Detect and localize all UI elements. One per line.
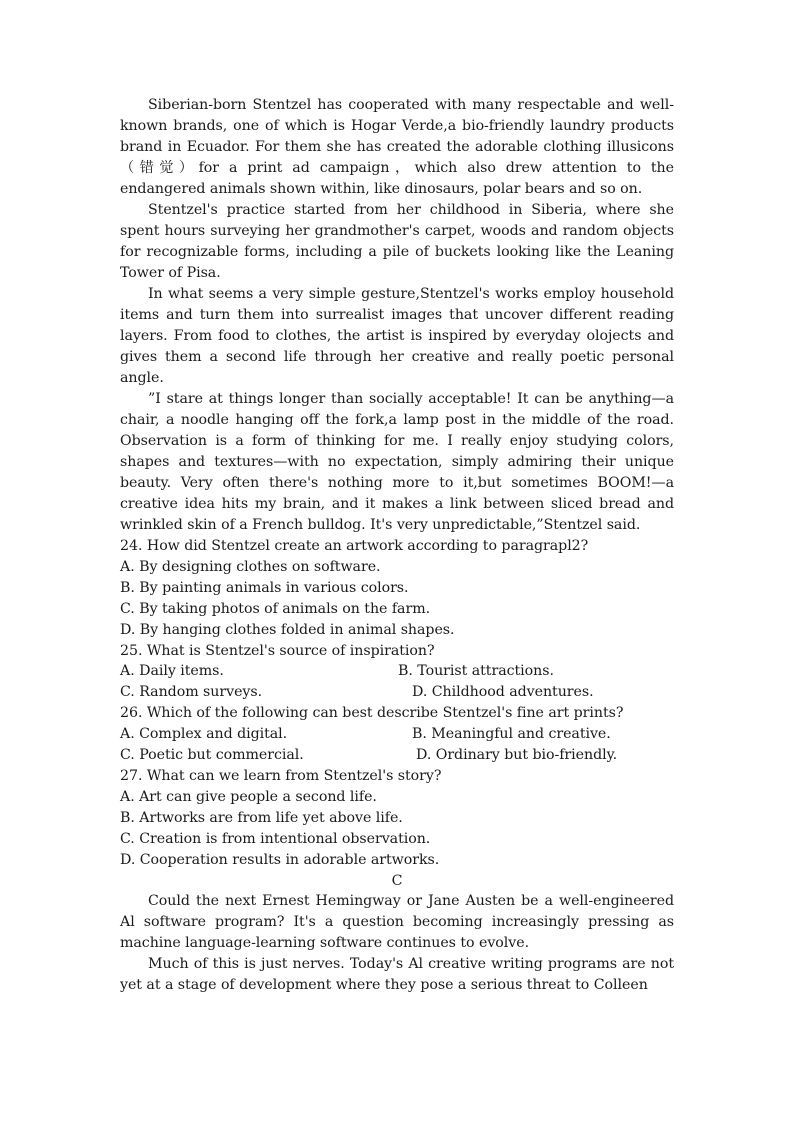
option-c: C. Poetic but commercial.	[120, 747, 304, 764]
option-b: B. Tourist attractions.	[398, 663, 554, 680]
options-row-2	[120, 682, 674, 703]
question-stem: 27. What can we learn from Stentzel's story?	[120, 767, 442, 784]
passage-b-paragraph-1: Siberian-born Stentzel has cooperated with many respectable and well-known brands, one of which is Hogar Verde,a bio-friendly laundry products brand in Ecuador. For them she has created the adorable clothing illusicons（错觉）for a print ad campaign，which also drew attention to the endangered animals shown within, like dinosaurs, polar bears and so on.	[120, 97, 674, 197]
options-row-2	[120, 745, 674, 766]
option-a: A. By designing clothes on software.	[120, 558, 381, 575]
passage-c-paragraph-1: Could the next Ernest Hemingway or Jane Austen be a well-engineered Al software program? It's a question becoming increasingly pressing as machine language-learning software continues to evolve.	[120, 893, 674, 952]
question-25	[120, 641, 674, 704]
option-c: C. Random surveys.	[120, 684, 263, 701]
option-a: A. Art can give people a second life.	[120, 788, 377, 805]
option-a: A. Complex and digital.	[120, 726, 288, 743]
question-27	[120, 766, 674, 871]
option-b: B. By painting animals in various colors.	[120, 579, 409, 596]
option-b: B. Artworks are from life yet above life.	[120, 809, 403, 826]
option-a: A. Daily items.	[120, 663, 224, 680]
question-stem: 24. How did Stentzel create an artwork according to paragrapl2?	[120, 538, 589, 554]
passage-b-paragraph-2: Stentzel's practice started from her childhood in Siberia, where she spent hours surveying her grandmother's carpet, woods and random objects for recognizable forms, including a pile of buckets looking like the Leaning Tower of Pisa.	[120, 202, 674, 281]
option-b: B. Meaningful and creative.	[412, 726, 611, 743]
option-c: C. By taking photos of animals on the farm.	[120, 600, 431, 617]
option-d: D. By hanging clothes folded in animal shapes.	[120, 621, 455, 638]
passage-b-paragraph-3: In what seems a very simple gesture,Stentzel's works employ household items and turn them into surrealist images that uncover different reading layers. From food to clothes, the artist is inspired by everyday olojects and gives them a second life through her creative and really poetic personal angle.	[120, 286, 674, 386]
option-d: D. Cooperation results in adorable artworks.	[120, 851, 440, 868]
document-content	[120, 95, 674, 996]
option-d: D. Ordinary but bio-friendly.	[416, 747, 618, 764]
option-d: D. Childhood adventures.	[412, 684, 594, 701]
question-stem: 25. What is Stentzel's source of inspiration?	[120, 642, 435, 659]
passage-c-paragraph-2: Much of this is just nerves. Today's Al creative writing programs are not yet at a stage of development where they pose a serious threat to Colleen	[120, 956, 674, 994]
passage-c-heading: C	[391, 872, 403, 889]
options-row-1	[120, 724, 674, 745]
question-stem: 26. Which of the following can best describe Stentzel's fine art prints?	[120, 705, 624, 722]
options-row-1	[120, 661, 674, 682]
option-c: C. Creation is from intentional observation.	[120, 830, 431, 847]
question-24	[120, 536, 674, 641]
question-26	[120, 703, 674, 766]
passage-b-paragraph-4: ”I stare at things longer than socially acceptable! It can be anything—a chair, a noodle hanging off the fork,a lamp post in the middle of the road. Observation is a form of thinking for me. I really enjoy studying colors, shapes and textures—with no expectation, simply admiring their unique beauty. Very often there's nothing more to it,but sometimes BOOM!—a creative idea hits my brain, and it makes a link between sliced bread and wrinkled skin of a French bulldog. It's very unpredictable,”Stentzel said.	[120, 391, 674, 533]
